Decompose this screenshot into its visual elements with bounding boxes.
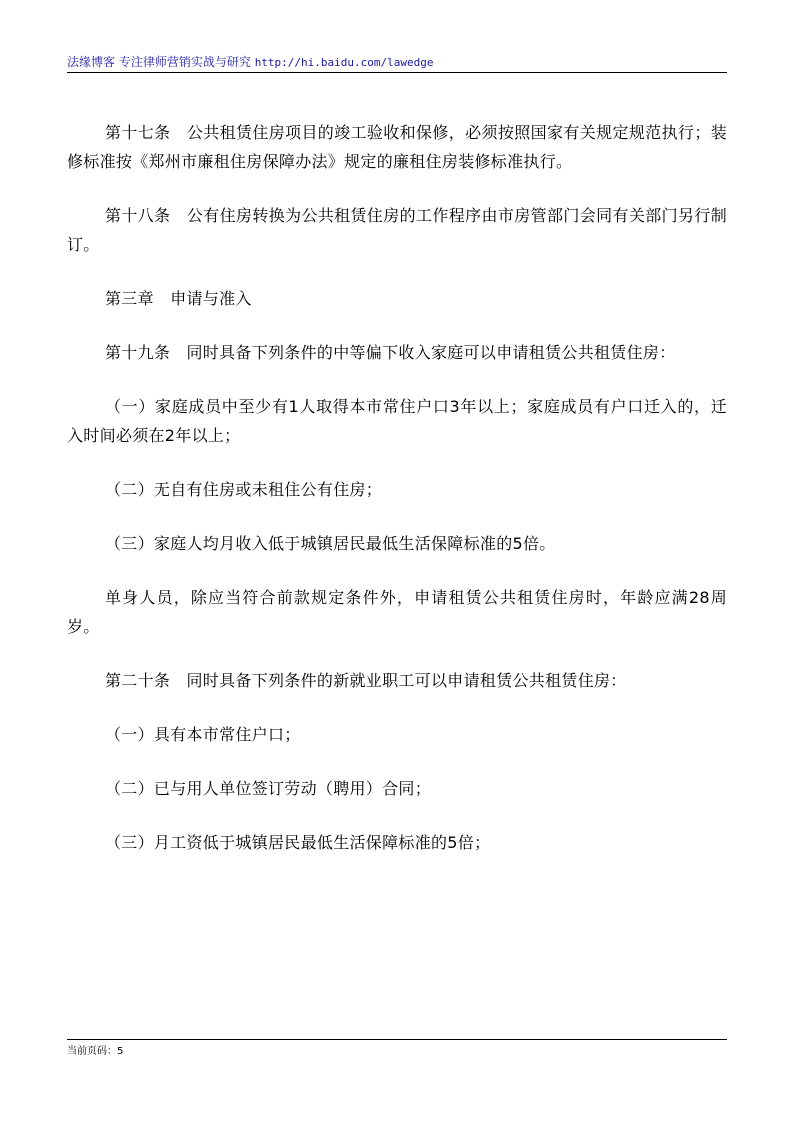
article-17: 第十七条 公共租赁住房项目的竣工验收和保修，必须按照国家有关规定规范执行；装修标准按《郑州市廉租住房保障办法》规定的廉租住房装修标准执行。 (67, 123, 727, 171)
article-19: 第十九条 同时具备下列条件的中等偏下收入家庭可以申请租赁公共租赁住房： (105, 343, 676, 362)
chapter-3-heading: 第三章 申请与准入 (105, 289, 252, 308)
header-divider (67, 72, 727, 73)
article-18: 第十八条 公有住房转换为公共租赁住房的工作程序由市房管部门会同有关部门另行制订。 (67, 206, 727, 254)
article-19-item-2: （二）无自有住房或未租住公有住房； (105, 480, 383, 499)
blog-name: 法缘博客 (67, 55, 116, 69)
page-header (67, 53, 727, 71)
blog-tagline: 专注律师营销实战与研究 (118, 55, 251, 69)
article-20-item-3: （三）月工资低于城镇居民最低生活保障标准的5倍； (105, 833, 491, 852)
article-19-item-3: （三）家庭人均月收入低于城镇居民最低生活保障标准的5倍。 (105, 534, 556, 553)
page-number: 当前页码：5 (67, 1046, 124, 1057)
article-20-item-1: （一）具有本市常住户口； (105, 725, 301, 744)
blog-url-link[interactable]: http://hi.baidu.com/lawedge (254, 56, 434, 69)
document-body (67, 118, 727, 882)
article-20-item-2: （二）已与用人单位签订劳动（聘用）合同； (105, 779, 432, 798)
article-19-item-1: （一）家庭成员中至少有1人取得本市常住户口3年以上；家庭成员有户口迁入的，迁入时间必须在2年以上； (67, 397, 727, 445)
footer-divider (67, 1039, 727, 1040)
single-person-clause: 单身人员，除应当符合前款规定条件外，申请租赁公共租赁住房时，年龄应满28周岁。 (67, 588, 727, 636)
article-20: 第二十条 同时具备下列条件的新就业职工可以申请租赁公共租赁住房： (105, 671, 627, 690)
